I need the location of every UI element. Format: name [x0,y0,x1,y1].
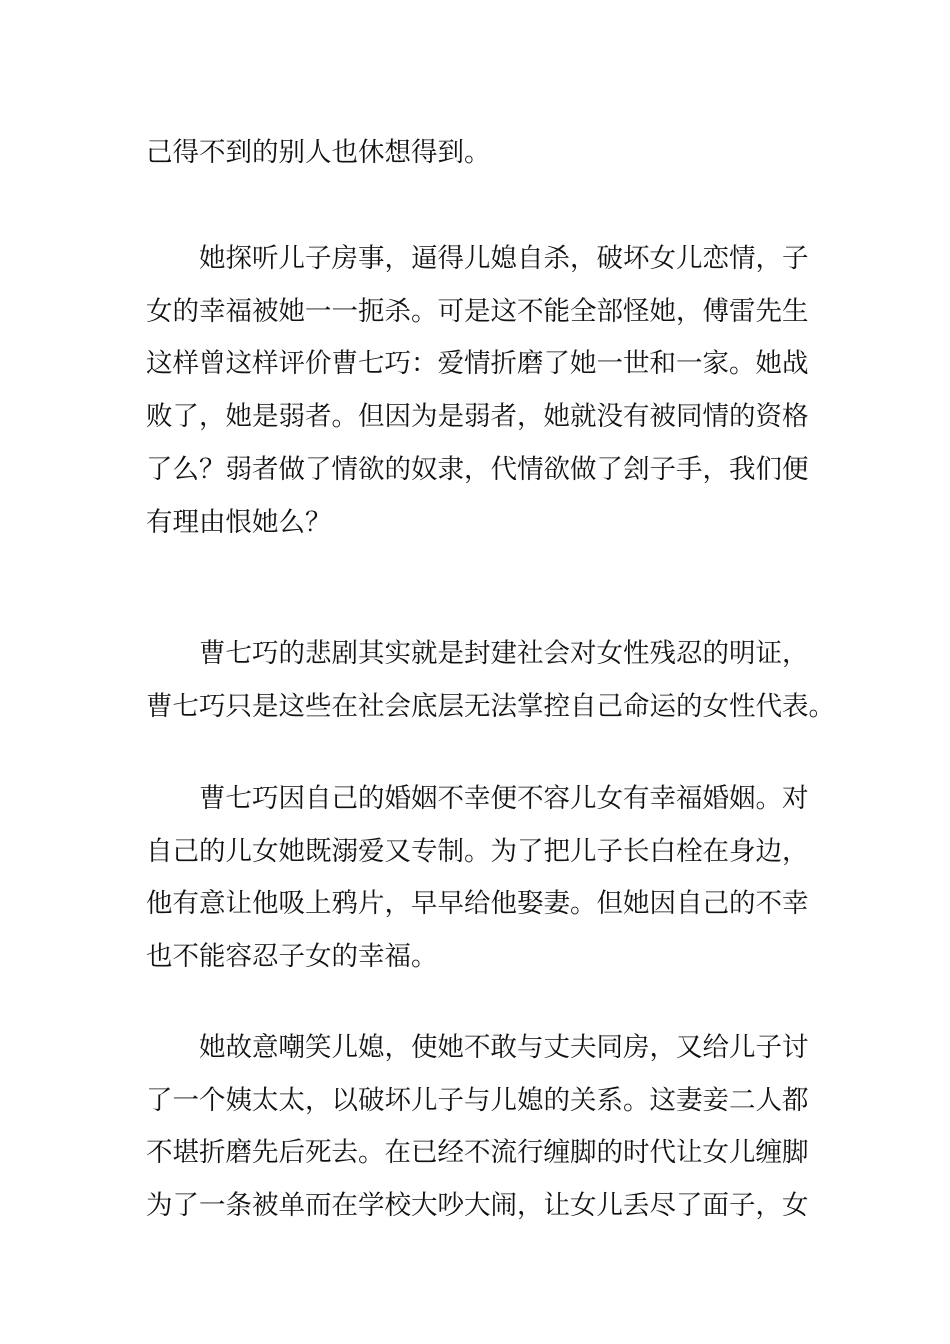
text-line: 有理由恨她么？ [146,506,332,538]
text-line: 己得不到的别人也休想得到。 [146,137,491,168]
text-line: 曹七巧的悲剧其实就是封建社会对女性残忍的明证， [199,638,809,669]
text-line: 曹七巧因自己的婚姻不幸便不容儿女有幸福婚姻。对 [199,783,809,814]
text-line: 曹七巧只是这些在社会底层无法掌控自己命运的女性代表。 [146,690,835,722]
paragraph-1 [146,127,808,180]
text-line: 女的幸福被她一一扼杀。可是这不能全部怪她，傅雷先生 [146,295,809,327]
text-line: 自己的儿女她既溺爱又专制。为了把儿子长白栓在身边， [146,835,809,867]
text-line: 他有意让他吸上鸦片，早早给他娶妻。但她因自己的不幸 [146,888,809,920]
text-line: 不堪折磨先后死去。在已经不流行缠脚的时代让女儿缠脚 [146,1137,809,1169]
text-line: 她探听儿子房事，逼得儿媳自杀，破坏女儿恋情，子 [199,243,809,274]
text-line: 了么？弱者做了情欲的奴隶，代情欲做了刽子手，我们便 [146,453,809,485]
paragraph-3 [146,628,835,733]
text-line: 为了一条被单而在学校大吵大闹，让女儿丢尽了面子，女 [146,1190,809,1222]
text-line: 她故意嘲笑儿媳，使她不敢与丈夫同房，又给儿子讨 [199,1032,809,1063]
text-line: 也不能容忍子女的幸福。 [146,941,438,973]
text-line: 败了，她是弱者。但因为是弱者，她就没有被同情的资格 [146,401,809,433]
paragraph-4 [146,773,808,984]
text-line: 这样曾这样评价曹七巧：爱情折磨了她一世和一家。她战 [146,348,809,380]
text-line: 了一个姨太太，以破坏儿子与儿媳的关系。这妻妾二人都 [146,1084,809,1116]
paragraph-2 [146,233,808,549]
paragraph-5 [146,1022,808,1233]
